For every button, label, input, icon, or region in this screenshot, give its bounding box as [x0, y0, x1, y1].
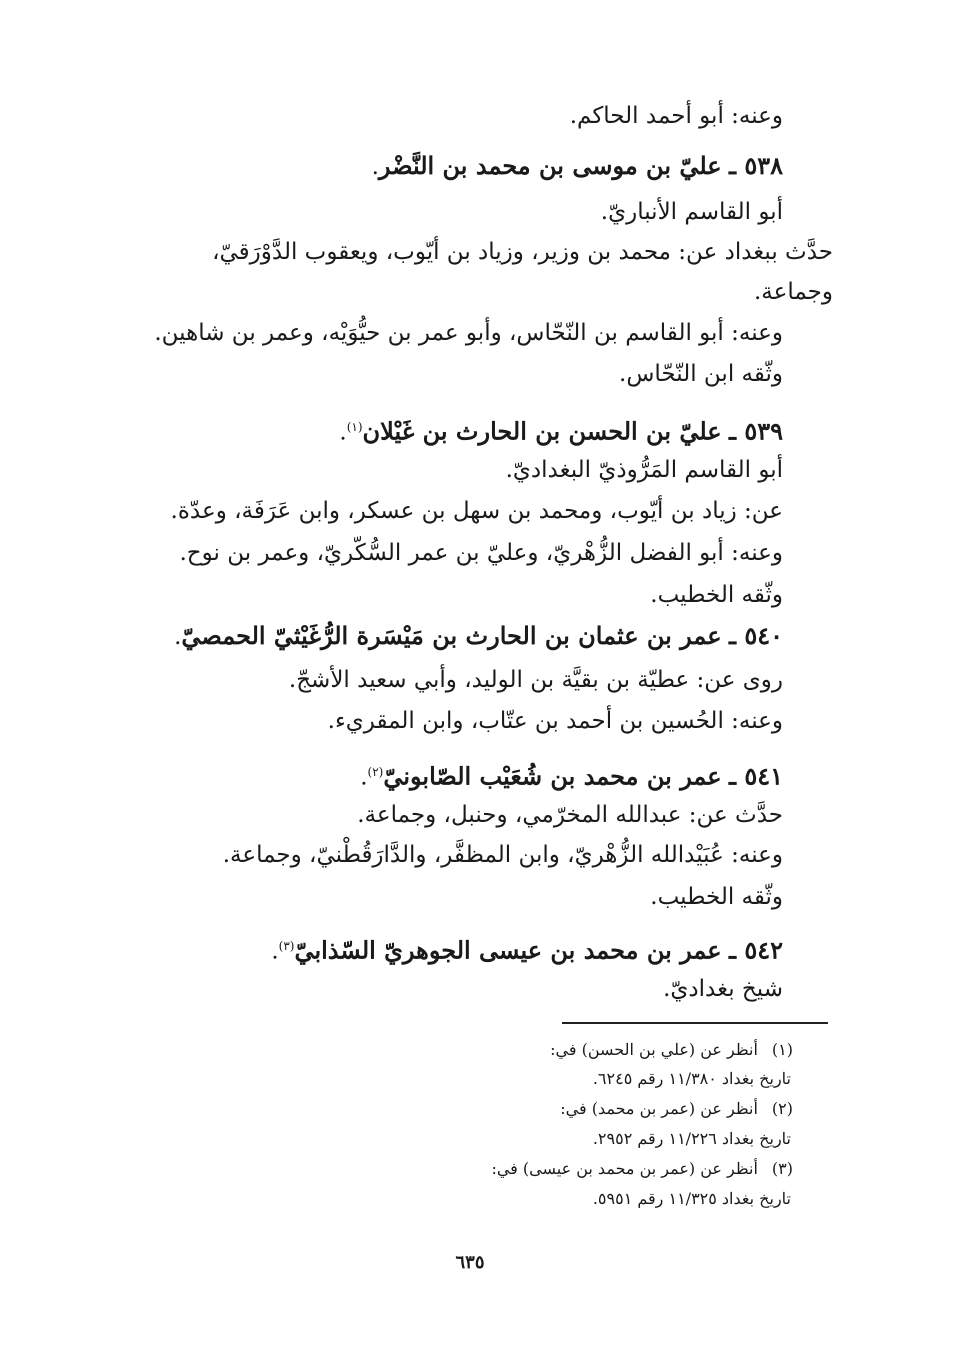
line-text: وعنه: عُبَيْدالله الزُّهْريّ، وابن المظفَّر، والدَّارَقُطْنيّ، وجماعة.: [222, 842, 783, 868]
entry-tail: .: [339, 419, 347, 446]
footnote-number: (٢): [771, 1099, 793, 1118]
footnote-3-source: [593, 1186, 791, 1212]
line-text: حدَّث ببغداد عن: محمد بن وزير، وزياد بن أيّوب، ويعقوب الدَّوْرَقيّ،: [212, 239, 833, 265]
line-text: وعنه: أبو الفضل الزُّهْريّ، وعليّ بن عمر السُّكّريّ، وعمر بن نوح.: [179, 540, 783, 566]
entry-number: ٥٤٠ ـ: [728, 621, 783, 650]
line-text: وعنه: أبو أحمد الحاكم.: [569, 103, 783, 129]
text-line: [154, 316, 783, 350]
footnote-source: تاريخ بغداد ١١/٣٢٥ رقم ٥٩٥١.: [592, 1189, 791, 1208]
text-line: [663, 972, 783, 1006]
line-text: وثّقه ابن النّحّاس.: [619, 361, 783, 387]
footnote-number: (١): [771, 1040, 793, 1059]
entry-number: ٥٤٢ ـ: [728, 935, 783, 965]
text-line: [754, 275, 833, 309]
text-line: [223, 838, 783, 872]
line-text: وعنه: الحُسين بن أحمد بن عتّاب، وابن المقريء.: [327, 708, 783, 734]
entry-heading: [360, 755, 783, 795]
entry-tail: .: [371, 154, 379, 180]
line-text: وثّقه الخطيب.: [650, 884, 783, 910]
entry-tail: .: [174, 624, 182, 650]
footnote-2-source: [593, 1126, 791, 1152]
footnote-3: [491, 1156, 793, 1182]
line-text: أبو القاسم المَرُّوذيّ البغداديّ.: [505, 457, 783, 483]
line-text: روى عن: عطيّة بن بقيَّة بن الوليد، وأبي سعيد الأشجّ.: [288, 667, 783, 693]
line-text: وثّقه الخطيب.: [650, 582, 783, 608]
page-number: ٦٣٥: [455, 1252, 485, 1273]
entry-number: ٥٣٩ ـ: [728, 416, 783, 446]
entry-title: عمر بن عثمان بن الحارث بن مَيْسَرة الرُّغَيْثيّ الحمصيّ: [181, 621, 722, 650]
entry-title: عليّ بن الحسن بن الحارث بن غَيْلان: [362, 416, 722, 446]
text-line: [650, 880, 783, 914]
footnote-text: أنظر عن (عمر بن محمد بن عيسى) في:: [491, 1159, 758, 1178]
entry-tail: .: [271, 938, 279, 965]
footnote-ref: (٣): [278, 939, 295, 953]
entry-heading: [372, 149, 783, 184]
text-line: [289, 663, 783, 697]
footnote-ref: (٢): [367, 765, 384, 779]
line-text: وجماعة.: [754, 279, 833, 305]
entry-number: ٥٣٨ ـ: [728, 151, 783, 180]
entry-title: عمر بن محمد بن عيسى الجوهريّ السّذابيّ: [294, 935, 722, 965]
line-text: حدَّث عن: عبدالله المخرّمي، وحنبل، وجماعة.: [357, 802, 783, 828]
footnote-1-source: [593, 1066, 791, 1092]
footnote-source: تاريخ بغداد ١١/٢٢٦ رقم ٢٩٥٢.: [592, 1129, 791, 1148]
entry-heading: [271, 929, 783, 969]
text-line: [328, 704, 783, 738]
footnote-separator: [562, 1022, 828, 1024]
footnote-number: (٣): [771, 1159, 793, 1178]
line-text: وعنه: أبو القاسم بن النّحّاس، وأبو عمر بن حيُّوَيْه، وعمر بن شاهين.: [154, 320, 783, 346]
entry-tail: .: [360, 764, 368, 791]
footnote-text: أنظر عن (عمر بن محمد) في:: [560, 1099, 758, 1118]
text-line: [179, 536, 783, 570]
line-text: شيخ بغداديّ.: [663, 976, 783, 1002]
text-line: [601, 195, 783, 229]
footnote-1: [550, 1037, 793, 1063]
text-line: [212, 235, 833, 269]
text-line: [650, 578, 783, 612]
entry-heading: [339, 410, 783, 450]
entry-heading: [174, 619, 783, 654]
text-line: [619, 357, 783, 391]
line-text: عن: زياد بن أيّوب، ومحمد بن سهل بن عسكر، وابن عَرَفَة، وعدّة.: [170, 498, 783, 524]
entry-number: ٥٤١ ـ: [728, 761, 783, 791]
text-line: [171, 494, 783, 528]
footnote-ref: (١): [346, 420, 363, 434]
text-line: [506, 453, 783, 487]
footnote-text: أنظر عن (علي بن الحسن) في:: [550, 1040, 758, 1059]
text-line: [570, 99, 783, 133]
line-text: أبو القاسم الأنباريّ.: [600, 199, 783, 225]
entry-title: عليّ بن موسى بن محمد بن النَّضْر: [378, 151, 722, 180]
footnote-source: تاريخ بغداد ١١/٣٨٠ رقم ٦٢٤٥.: [592, 1069, 791, 1088]
text-line: [357, 798, 783, 832]
entry-title: عمر بن محمد بن شُعَيْب الصّابونيّ: [383, 761, 722, 791]
footnote-2: [560, 1096, 793, 1122]
